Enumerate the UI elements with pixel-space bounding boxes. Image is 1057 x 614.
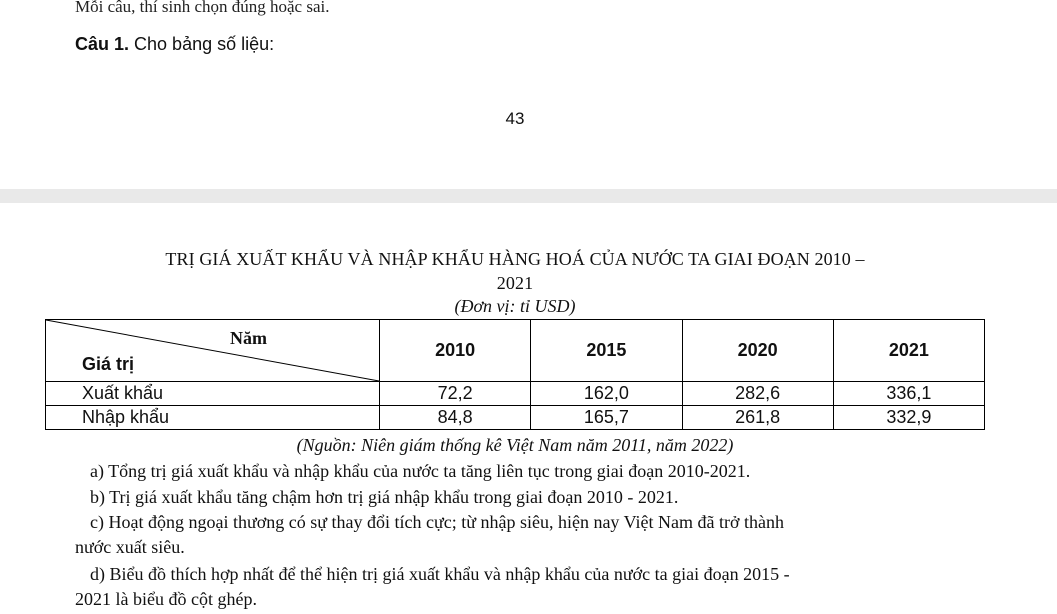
page-break: [0, 189, 1057, 203]
statement-b: [75, 485, 975, 510]
corner-label-year: Năm: [230, 328, 267, 348]
year-header: 2021: [833, 320, 984, 382]
statement-d-line1: d) Biểu đồ thích hợp nhất để thể hiện trị giá xuất khẩu và nhập khẩu của nước ta giai đoạn 2015 -: [90, 564, 790, 584]
corner-label-value: Giá trị: [82, 354, 135, 374]
table-cell: 261,8: [682, 406, 833, 430]
cutoff-instruction: [75, 0, 405, 22]
table-row-import: [46, 406, 985, 430]
table-title: [60, 247, 970, 295]
question-text: Cho bảng số liệu:: [129, 34, 275, 54]
page-number: 43: [505, 109, 525, 128]
table-cell: 332,9: [833, 406, 984, 430]
statement-d-line2: 2021 là biểu đồ cột ghép.: [75, 589, 257, 609]
table-row-export: [46, 382, 985, 406]
question-number: Câu 1.: [75, 34, 130, 54]
year-header: 2010: [380, 320, 531, 382]
table-source: (Nguồn: Niên giám thống kê Việt Nam năm 2011, năm 2022): [296, 435, 734, 455]
question-heading: [75, 34, 274, 55]
statement-b-text: b) Trị giá xuất khẩu tăng chậm hơn trị giá nhập khẩu trong giai đoạn 2010 - 2021.: [90, 487, 679, 507]
table-cell: 282,6: [682, 382, 833, 406]
table-cell: 162,0: [531, 382, 682, 406]
table-header-row: [46, 320, 985, 382]
table-title-line1: TRỊ GIÁ XUẤT KHẨU VÀ NHẬP KHẨU HÀNG HOÁ CỦA NƯỚC TA GIAI ĐOẠN 2010 –: [165, 249, 865, 269]
table-cell: 336,1: [833, 382, 984, 406]
statement-c-line2: nước xuất siêu.: [75, 537, 185, 557]
year-header: 2020: [682, 320, 833, 382]
row-label: Nhập khẩu: [46, 406, 380, 430]
corner-cell: [46, 320, 380, 382]
table-unit: (Đơn vị: tỉ USD): [454, 296, 576, 316]
table-title-line2: 2021: [496, 273, 534, 293]
table-cell: 84,8: [380, 406, 531, 430]
statement-d: [75, 562, 975, 612]
table-cell: 165,7: [531, 406, 682, 430]
data-table: [45, 319, 985, 430]
statement-c-line1: c) Hoạt động ngoại thương có sự thay đổi tích cực; từ nhập siêu, hiện nay Việt Nam đã trở thành: [90, 512, 784, 532]
statement-c: [75, 510, 975, 560]
row-label: Xuất khẩu: [46, 382, 380, 406]
cutoff-text: Mỗi câu, thí sinh chọn đúng hoặc sai.: [75, 0, 330, 16]
statement-a: [75, 459, 975, 484]
statement-a-text: a) Tổng trị giá xuất khẩu và nhập khẩu của nước ta tăng liên tục trong giai đoạn 2010-2021.: [90, 461, 751, 481]
table-cell: 72,2: [380, 382, 531, 406]
year-header: 2015: [531, 320, 682, 382]
